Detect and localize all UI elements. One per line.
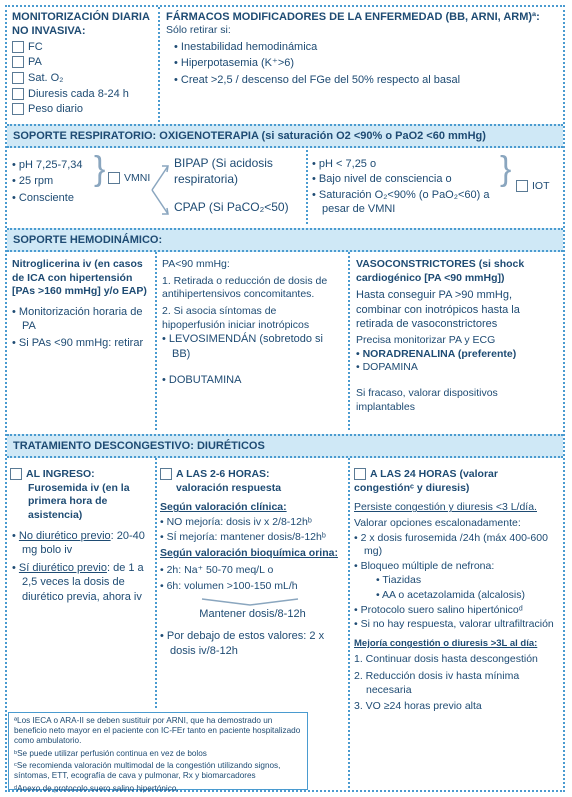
- resp-right-item: • pH < 7,25 o: [312, 157, 502, 171]
- vmni-label: VMNI: [124, 172, 151, 184]
- divider: [155, 252, 157, 430]
- ingreso-item-a: • No diurético previo: 20-40 mg bolo iv: [12, 529, 152, 558]
- pa-step-1: 1. Retirada o reducción de dosis de antihipertensivos concomitantes.: [162, 274, 328, 301]
- dopa-item: • DOPAMINA: [356, 361, 556, 375]
- checkbox-icon[interactable]: [12, 56, 24, 68]
- cpap-text: CPAP (Si PaCO₂<50): [174, 200, 289, 214]
- checkbox-icon[interactable]: [108, 172, 120, 184]
- brace-icon: }: [500, 150, 512, 188]
- vmni-option[interactable]: [108, 172, 150, 186]
- c3-list: [354, 532, 559, 632]
- clin-title: Según valoración clínica:: [160, 501, 287, 514]
- levo-item: • LEVOSIMENDÁN (sobretodo si BB): [162, 332, 340, 361]
- monitor-item-label: Peso diario: [28, 103, 84, 116]
- footnotes: [8, 712, 308, 794]
- nitro-list: [12, 305, 152, 350]
- pa-title: PA<90 mmHg:: [162, 258, 230, 270]
- vaso-title: VASOCONSTRICTORES (si shock cardiogénico [PA <90 mmHg]): [356, 258, 525, 284]
- nitro-title: Nitroglicerina iv (en casos de ICA con hipertensión [PAs >160 mmHg] y/o EAP): [12, 258, 147, 298]
- nitro-item: • Monitorización horaria de PA: [12, 305, 152, 334]
- pa-section: [162, 258, 340, 387]
- clin-list: [160, 516, 345, 544]
- resp-left-item: • 25 rpm: [12, 174, 102, 188]
- diur-col-24h: [354, 468, 559, 717]
- resp-left-item: • pH 7,25-7,34: [12, 158, 102, 172]
- farmacos-title: FÁRMACOS MODIFICADORES DE LA ENFERMEDAD (BB, ARNI, ARM)ª:: [166, 11, 540, 23]
- diur-col-ingreso: [12, 468, 152, 604]
- resp-right-list: [312, 157, 502, 216]
- diur-col-2-6h: [160, 468, 345, 658]
- opts-text: Valorar opciones escalonadamente:: [354, 516, 521, 529]
- monitor-section: [12, 10, 152, 118]
- mejora-title: Mejoría congestión o diuresis >3L al día:: [354, 638, 538, 650]
- nitro-section: [12, 258, 152, 352]
- farmacos-item: • Hiperpotasemia (K⁺>6): [174, 56, 556, 70]
- c3-subitem: • AA o acetazolamida (alcalosis): [376, 589, 559, 603]
- farmacos-item: • Creat >2,5 / descenso del FGe del 50% respecto al basal: [174, 73, 556, 87]
- dobu-item: • DOBUTAMINA: [162, 373, 340, 387]
- resp-right-item: • Saturación O₂<90% (o PaO₂<60) a pesar de VMNI: [312, 188, 502, 217]
- divider: [158, 7, 160, 122]
- bio-list: [160, 564, 345, 594]
- iot-label: IOT: [532, 180, 550, 192]
- hemo-header: SOPORTE HEMODINÁMICO:: [7, 228, 563, 252]
- monitor-item-label: PA: [28, 56, 42, 69]
- 2-6h-sub: valoración respuesta: [176, 481, 282, 494]
- arrows-icon: [150, 160, 172, 220]
- maint-text: Mantener dosis/8-12h: [199, 608, 306, 621]
- bio-title: Según valoración bioquímica orina:: [160, 547, 338, 560]
- checkbox-icon[interactable]: [160, 468, 172, 480]
- clin-item: • NO mejoría: dosis iv x 2/8-12hᵇ: [160, 516, 345, 530]
- 24h-option[interactable]: [354, 468, 559, 495]
- monitor-item[interactable]: [12, 87, 152, 102]
- checkbox-icon[interactable]: [354, 468, 366, 480]
- farmacos-intro: Sólo retirar si:: [166, 24, 231, 37]
- monitor-item[interactable]: [12, 102, 152, 117]
- vaso-section: [356, 258, 556, 414]
- 24h-title: A LAS 24 HORAS (valorar congestiónᶜ y diuresis): [354, 468, 498, 494]
- monitor-item-label: Diuresis cada 8-24 h: [28, 87, 129, 100]
- persist-text: Persiste congestión y diuresis <3 L/día.: [354, 501, 537, 514]
- monitor-title: MONITORIZACIÓN DIARIA NO INVASIVA:: [12, 11, 150, 38]
- resp-left: [12, 156, 102, 207]
- checkbox-icon[interactable]: [12, 41, 24, 53]
- 2-6h-title: A LAS 2-6 HORAS:: [176, 468, 270, 480]
- bipap-text: BIPAP (Si acidosis respiratoria): [174, 156, 273, 186]
- diur-header: TRATAMIENTO DESCONGESTIVO: DIURÉTICOS: [7, 434, 563, 458]
- vaso-p3: Si fracaso, valorar dispositivos implantables: [356, 387, 498, 413]
- nitro-item: • Si PAs <90 mmHg: retirar: [12, 336, 152, 350]
- checkbox-icon[interactable]: [12, 103, 24, 115]
- footnote-c: ᶜSe recomienda valoración multimodal de la congestión utilizando signos, síntomas, ETT, ecografía de cava y pulmonar, Rx y biomarcadores: [14, 761, 281, 781]
- ingreso-title: AL INGRESO:: [26, 468, 95, 480]
- divider: [306, 150, 308, 224]
- divider: [348, 458, 350, 788]
- ingreso-option[interactable]: [10, 468, 152, 482]
- clin-item: • SÍ mejoría: mantener dosis/8-12hᵇ: [160, 531, 345, 545]
- bio-item: • 6h: volumen >100-150 mL/h: [160, 580, 345, 594]
- c3-step: 3. VO ≥24 horas previo alta: [354, 700, 482, 713]
- ingreso-item-b: • Sí diurético previo: de 1 a 2,5 veces la dosis de diurético previa, ahora iv: [12, 561, 152, 604]
- monitor-item-label: Sat. O₂: [28, 71, 64, 84]
- resp-left-list: [12, 158, 102, 205]
- checkbox-icon[interactable]: [10, 468, 22, 480]
- vaso-p1: Hasta conseguir PA >90 mmHg, combinar con inotrópicos hasta la retirada de vasoconstrictores: [356, 289, 520, 330]
- bio-item: • 2h: Na⁺ 50-70 meq/L o: [160, 564, 345, 578]
- iot-option[interactable]: [516, 180, 550, 194]
- divider: [155, 458, 157, 708]
- c3-step: 2. Reducción dosis iv hasta mínima necesaria: [354, 670, 520, 696]
- 2-6h-option[interactable]: [160, 468, 345, 482]
- below-text: • Por debajo de estos valores: 2 x dosis iv/8-12h: [160, 629, 345, 658]
- resp-header: SOPORTE RESPIRATORIO: OXIGENOTERAPIA (si saturación O2 <90% o PaO2 <60 mmHg): [7, 124, 563, 148]
- resp-left-item: • Consciente: [12, 191, 102, 205]
- monitor-item-label: FC: [28, 40, 43, 53]
- monitor-item[interactable]: [12, 40, 152, 55]
- farmacos-item: • Inestabilidad hemodinámica: [174, 40, 556, 54]
- checkbox-icon[interactable]: [12, 72, 24, 84]
- c3-item: • Si no hay respuesta, valorar ultrafiltración: [354, 618, 559, 632]
- nora-item: • NORADRENALINA (preferente): [356, 348, 556, 362]
- c3-steps: [354, 653, 559, 714]
- monitor-item[interactable]: [12, 71, 152, 86]
- pa-step-2: 2. Si asocia síntomas de hipoperfusión iniciar inotrópicos: [162, 304, 310, 331]
- chevron-down-icon: [200, 597, 300, 607]
- checkbox-icon[interactable]: [516, 180, 528, 192]
- c3-item: • Protocolo suero salino hipertónicoᵈ: [354, 604, 559, 618]
- divider: [348, 252, 350, 430]
- footnote-a: ªLos IECA o ARA-II se deben sustituir por ARNI, que ha demostrado un beneficio neto mayor en el paciente con IC-FEr tanto en paciente hospitalizado como ambulatorio.: [14, 716, 301, 745]
- c3-item: • Bloqueo múltiple de nefrona:: [354, 560, 559, 574]
- vaso-p2: Precisa monitorizar PA y ECG: [356, 334, 496, 347]
- monitor-list: [12, 40, 152, 117]
- ingreso-sub: Furosemida iv (en la primera hora de asistencia): [28, 481, 130, 521]
- brace-icon: }: [94, 150, 106, 188]
- resp-right-item: • Bajo nivel de consciencia o: [312, 172, 502, 186]
- c3-step: 1. Continuar dosis hasta descongestión: [354, 653, 538, 666]
- monitor-item[interactable]: [12, 55, 152, 70]
- checkbox-icon[interactable]: [12, 88, 24, 100]
- c3-item: • 2 x dosis furosemida /24h (máx 400-600 mg): [354, 532, 559, 559]
- farmacos-section: [166, 10, 556, 89]
- farmacos-list: [166, 40, 556, 87]
- footnote-d: ᵈAnexo de protocolo suero salino hipertónico.: [14, 784, 179, 794]
- resp-right: [312, 156, 502, 217]
- c3-subitem: • Tiazidas: [376, 574, 559, 588]
- footnote-b: ᵇSe puede utilizar perfusión continua en vez de bolos: [14, 748, 207, 758]
